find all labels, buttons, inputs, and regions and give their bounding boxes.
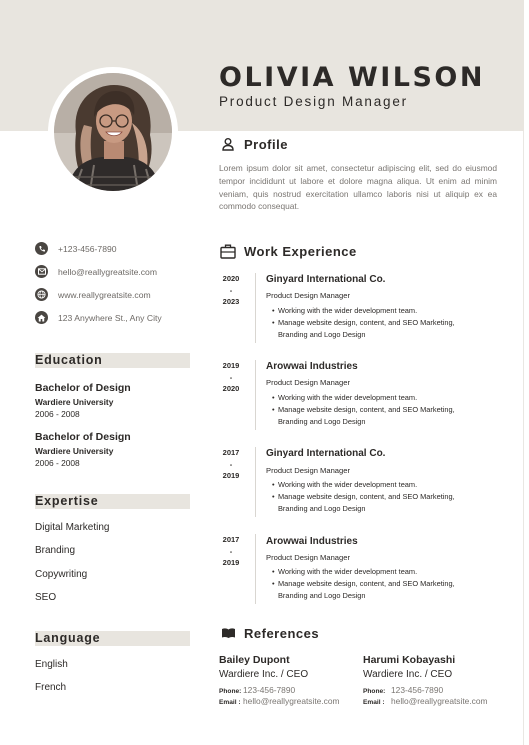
job-role: Product Design Manager: [266, 466, 350, 475]
profile-photo-frame: [48, 67, 178, 197]
job-start-year: 2017: [222, 535, 240, 544]
job-duty-item: • Manage website design, content, and SEO Marketing, Branding and Logo Design: [272, 317, 477, 341]
reference-email-label: Email :: [363, 699, 385, 706]
education-degree: Bachelor of Design: [35, 382, 131, 394]
globe-icon: [35, 288, 48, 301]
education-heading: [35, 353, 190, 368]
job-years: [219, 447, 243, 482]
expertise-title: Expertise: [35, 494, 99, 508]
language-item: English: [35, 659, 68, 670]
book-icon: [219, 624, 237, 642]
contact-email: [35, 265, 157, 278]
education-years: 2006 - 2008: [35, 409, 80, 419]
briefcase-icon: [219, 242, 237, 260]
contact-website: [35, 288, 151, 301]
education-title: Education: [35, 353, 103, 367]
job-duties: [272, 305, 477, 341]
education-years: 2006 - 2008: [35, 458, 80, 468]
job-years: [219, 360, 243, 395]
references-title: References: [244, 625, 320, 641]
job-duty-item: • Working with the wider development team.: [272, 479, 477, 491]
expertise-item: Branding: [35, 545, 76, 556]
job-years: [219, 534, 243, 569]
job-duty-item: • Working with the wider development team.: [272, 566, 477, 578]
job-year-dash: -: [229, 546, 233, 556]
reference-email-label: Email :: [219, 699, 241, 706]
language-item: French: [35, 682, 67, 693]
home-icon: [35, 311, 48, 324]
reference-email: [363, 696, 487, 706]
reference-phone: [363, 685, 443, 695]
contact-phone: [35, 242, 117, 255]
job-start-year: 2020: [222, 274, 240, 283]
job-duties: [272, 392, 477, 428]
timeline-line: [255, 273, 256, 343]
timeline-line: [255, 447, 256, 517]
user-icon: [219, 135, 237, 153]
job-duty-item: • Working with the wider development team.: [272, 392, 477, 404]
profile-title: Profile: [244, 136, 288, 152]
reference-email: [219, 696, 339, 706]
job-end-year: 2020: [222, 384, 240, 393]
job-year-dash: -: [229, 372, 233, 382]
profile-heading: [219, 135, 288, 153]
job-role: Product Design Manager: [266, 291, 350, 300]
reference-phone: [219, 685, 295, 695]
job-start-year: 2019: [222, 361, 240, 370]
timeline-line: [255, 534, 256, 604]
reference-name: Harumi Kobayashi: [363, 654, 456, 666]
reference-email-value: hello@reallygreatsite.com: [243, 696, 340, 706]
expertise-heading: [35, 494, 190, 509]
work-heading: [219, 242, 357, 260]
contact-website-text: www.reallygreatsite.com: [58, 289, 151, 300]
job-company: Ginyard International Co.: [266, 448, 386, 459]
education-university: Wardiere University: [35, 446, 114, 456]
job-duty-item: • Manage website design, content, and SEO Marketing, Branding and Logo Design: [272, 404, 477, 428]
contact-address: [35, 311, 162, 324]
job-year-dash: -: [229, 285, 233, 295]
job-end-year: 2019: [222, 471, 240, 480]
job-company: Ginyard International Co.: [266, 274, 386, 285]
reference-phone-label: Phone:: [219, 688, 242, 695]
job-company: Arowwai Industries: [266, 536, 358, 547]
education-university: Wardiere University: [35, 397, 114, 407]
job-role: Product Design Manager: [266, 553, 350, 562]
profile-summary: Lorem ipsum dolor sit amet, consectetur adipiscing elit, sed do eiusmod tempor incididunt ut labore et dolore magna aliqua. Ut enim ad minim veniam, quis nostrud exercitation ullamco laboris nisi ut aliquip ex ea commodo consequat.: [219, 163, 497, 212]
job-end-year: 2019: [222, 558, 240, 567]
expertise-item: SEO: [35, 592, 57, 603]
job-duties: [272, 479, 477, 515]
contact-phone-text: +123-456-7890: [58, 243, 117, 254]
work-title: Work Experience: [244, 243, 357, 259]
expertise-item: Digital Marketing: [35, 522, 110, 533]
education-degree: Bachelor of Design: [35, 431, 131, 443]
contact-address-text: 123 Anywhere St., Any City: [58, 312, 162, 323]
job-company: Arowwai Industries: [266, 361, 358, 372]
timeline-line: [255, 360, 256, 430]
contact-email-text: hello@reallygreatsite.com: [58, 266, 158, 277]
candidate-role: Product Design Manager: [219, 94, 408, 109]
phone-icon: [35, 242, 48, 255]
candidate-name: OLIVIA WILSON: [219, 62, 485, 93]
reference-company: Wardiere Inc. / CEO: [219, 669, 309, 680]
reference-company: Wardiere Inc. / CEO: [363, 669, 453, 680]
reference-name: Bailey Dupont: [219, 654, 290, 666]
job-end-year: 2023: [222, 297, 240, 306]
job-role: Product Design Manager: [266, 378, 350, 387]
reference-phone-value: 123-456-7890: [243, 685, 296, 695]
expertise-item: Copywriting: [35, 569, 88, 580]
reference-phone-label: Phone:: [363, 688, 386, 695]
email-icon: [35, 265, 48, 278]
job-duty-item: • Manage website design, content, and SEO Marketing, Branding and Logo Design: [272, 491, 477, 515]
language-title: Language: [35, 631, 101, 645]
reference-phone-value: 123-456-7890: [391, 685, 444, 695]
reference-email-value: hello@reallygreatsite.com: [391, 696, 488, 706]
job-start-year: 2017: [222, 448, 240, 457]
language-heading: [35, 631, 190, 646]
job-duties: [272, 566, 477, 602]
job-duty-item: • Manage website design, content, and SEO Marketing, Branding and Logo Design: [272, 578, 477, 602]
job-duty-item: • Working with the wider development team.: [272, 305, 477, 317]
references-heading: [219, 624, 319, 642]
job-years: [219, 273, 243, 308]
job-year-dash: -: [229, 459, 233, 469]
profile-photo: [54, 73, 172, 191]
